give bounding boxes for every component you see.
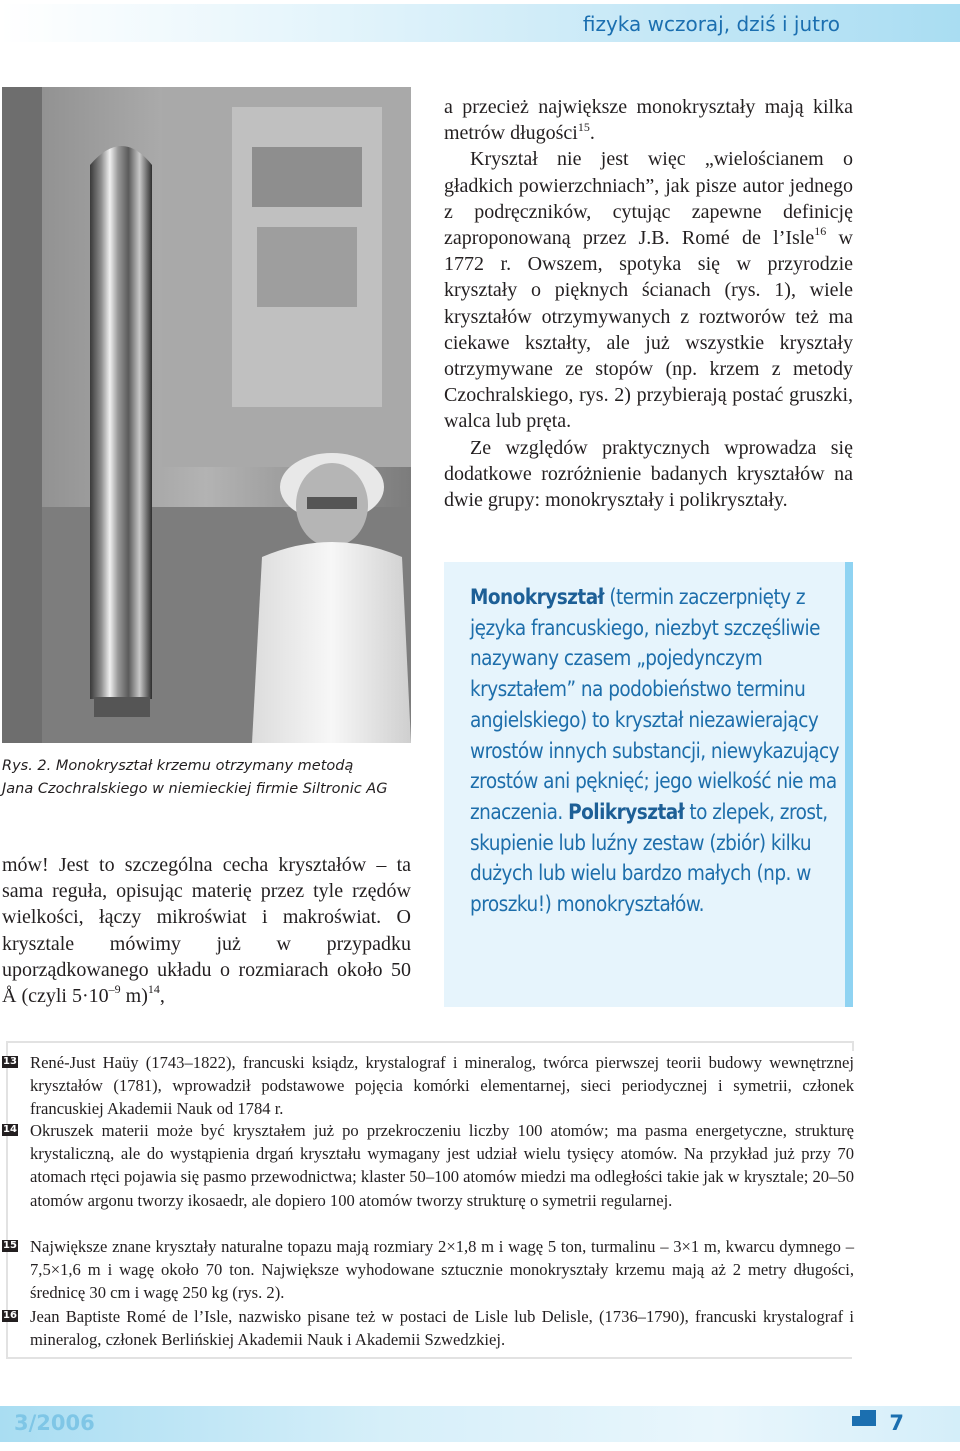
p2-text-rest: w 1772 r. Owszem, spotyka się w przyrodzie kryształy o pięknych ścianach (rys. 1), wiele kryształów otrzymywanych z roztworów też ma ciekawe kształty, ale już wszystkie kryształy otrzymywane ze stopów (np. krzem z metody Czochralskiego, rys. 2) przybierają postać gruszki, walca lub pręta.: [444, 227, 853, 433]
issue-number: 3/2006: [14, 1411, 95, 1435]
exponent: –9: [108, 982, 121, 997]
definition-polycrystal: to zlepek, zrost, skupienie lub luźny zestaw (zbiór) kilku dużych lub wielu bardzo małych (np. w proszku!) monokryształów.: [470, 799, 828, 917]
footer-bar: [0, 1406, 960, 1442]
p1-end: .: [589, 122, 595, 145]
footer-decoration-block: [852, 1416, 876, 1426]
footnote-number: 15: [3, 1240, 17, 1251]
figure-caption: [2, 755, 422, 801]
footnote-number: 14: [3, 1124, 17, 1135]
caption-line-2: Jana Czochralskiego w niemieckiej firmie Siltronic AG: [2, 781, 388, 797]
footnotes-section: [3, 1041, 854, 1359]
journal-title: fizyka wczoraj, dziś i jutro: [582, 12, 840, 36]
paragraph-3: Ze względów praktycznych wprowadza się dodatkowe rozróżnienie badanych kryształów na dwie grupy: monokryształy i polikryształy.: [444, 436, 853, 512]
paragraph-1: [444, 94, 853, 146]
definition-monocrystal: (termin zaczerpnięty z języka francuskiego, niezbyt szczęśliwie nazywany czasem „pojedynczym kryształem” na podobieństwo terminu angielskiego) to kryształ niezawierający wrostów innych substancji, niewykazujący zrostów ani pęknięć; jego wielkość nie ma znaczenia.: [470, 585, 840, 824]
footnote-ref-16: 16: [814, 224, 827, 239]
p1-text: a przecież największe monokryształy mają kilka metrów długości: [444, 96, 853, 145]
term-monocrystal: Monokryształ: [470, 585, 604, 609]
footnote-text: Okruszek materii może być kryształem już po przekroczeniu liczby 100 atomów; ma pasma energetyczne, strukturę krystaliczną, ale do wystąpienia drgań kryształu wymagany jest udział wielu tysięcy atomów. Na przykład już przy 70 atomach rtęci pojawia się pasmo przewodnictwa; klaster 50–100 atomów miedzi ma odległości takie jak w krysztale; 20–50 atomów argonu tworzy ikosaedr, ale dopiero 100 atomów tworzy strukturę o symetrii regularnej.: [30, 1121, 854, 1210]
footnote-ref-15: 15: [577, 119, 590, 134]
photo-illustration: [2, 87, 411, 743]
term-polycrystal: Polikryształ: [568, 799, 685, 824]
figure-photo-silicon-crystal: [2, 87, 411, 743]
footnote-number: 16: [3, 1310, 17, 1321]
left-column-text: [2, 852, 411, 1009]
footnote-text: René-Just Haüy (1743–1822), francuski ksiądz, krystalograf i mineralog, twórca pierwszej teorii budowy wewnętrznej kryształów (1781), wprowadził podstawowe pojęcia komórki elementarnej, sieci periodycznej i symetrii, członek francuskiej Akademii Nauk od 1784 r.: [30, 1053, 854, 1119]
left-text-end: ,: [159, 985, 165, 1008]
definition-box: [444, 562, 853, 1007]
footnote-ref-14: 14: [147, 982, 160, 997]
footnote-text: Największe znane kryształy naturalne topazu mają rozmiary 2×1,8 m i wagę 5 ton, turmalinu – 3×1 m, kwarcu dymnego – 7,5×1,6 m i wagę około 70 ton. Największe wyhodowane sztucznie monokryształy krzemu mają aż 2 metry długości, średnicę 30 cm i wagę 250 kg (rys. 2).: [30, 1237, 854, 1303]
footnote-text: Jean Baptiste Romé de l’Isle, nazwisko pisane też w postaci de Lisle lub Delisle, (1736–1790), francuski krystalograf i mineralog, członek Berlińskiej Akademii Nauk i Akademii Szwedzkiej.: [30, 1307, 854, 1350]
left-text-after-exp: m): [120, 985, 148, 1008]
paragraph-2: [444, 146, 853, 434]
caption-line-1: Rys. 2. Monokryształ krzemu otrzymany metodą: [2, 758, 354, 774]
footnote-number: 13: [3, 1056, 17, 1067]
p2-text: Kryształ nie jest więc „wielościanem o gładkich powierzchniach”, jak pisze autor jednego z podręczników, cytując zapewne definicję zaproponowaną przez J.B. Romé de l’Isle: [444, 148, 853, 250]
header-bar: [0, 4, 960, 42]
right-column-text: [444, 94, 853, 513]
page-number: 7: [889, 1411, 904, 1435]
definition-text: [470, 582, 848, 920]
left-text: mów! Jest to szczególna cecha kryształów – ta sama reguła, opisując materię przez tyle rzędów wielkości, łączy mikroświat i makroświat. O krysztale mówimy już w przypadku uporządkowanego układu o rozmiarach około 50 Å (czyli 5·10: [2, 854, 411, 1008]
